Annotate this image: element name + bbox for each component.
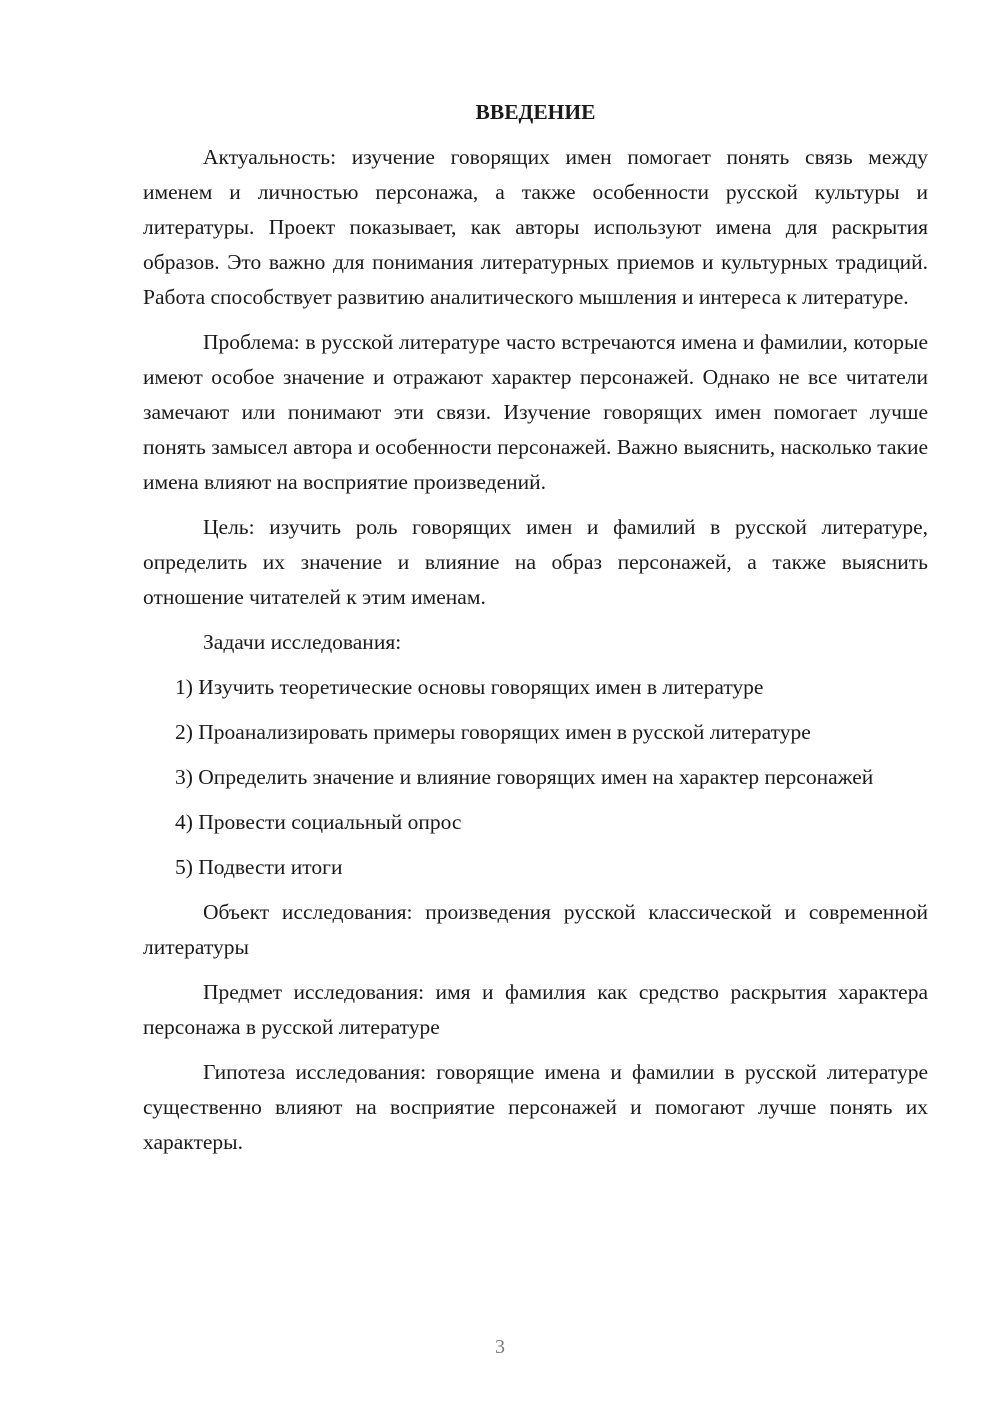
list-item: 3) Определить значение и влияние говорящих имен на характер персонажей <box>175 765 874 789</box>
paragraph-problem: Проблема: в русской литературе часто встречаются имена и фамилии, которые имеют особое значение и отражают характер персонажей. Однако не все читатели замечают или понимают эти связи. Изучение говорящих имен помогает лучше понять замысел автора и особенности персонажей. Важно выяснить, насколько такие имена влияют на восприятие произведений. <box>143 330 928 494</box>
paragraph-tasks-intro: Задачи исследования: <box>203 630 402 654</box>
page-number: 3 <box>495 1336 505 1358</box>
section-heading: ВВЕДЕНИЕ <box>475 100 596 124</box>
tasks-list <box>143 670 928 885</box>
list-item: 1) Изучить теоретические основы говорящих имен в литературе <box>175 675 764 699</box>
list-item: 2) Проанализировать примеры говорящих имен в русской литературе <box>175 720 811 744</box>
paragraph-relevance: Актуальность: изучение говорящих имен помогает понять связь между именем и личностью персонажа, а также особенности русской культуры и литературы. Проект показывает, как авторы используют имена для раскрытия образов. Это важно для понимания литературных приемов и культурных традиций. Работа способствует развитию аналитического мышления и интереса к литературе. <box>143 145 928 309</box>
paragraph-goal: Цель: изучить роль говорящих имен и фамилий в русской литературе, определить их значение и влияние на образ персонажей, а также выяснить отношение читателей к этим именам. <box>143 515 928 609</box>
paragraph-object: Объект исследования: произведения русской классической и современной литературы <box>143 900 928 959</box>
paragraph-hypothesis: Гипотеза исследования: говорящие имена и фамилии в русской литературе существенно влияют на восприятие персонажей и помогают лучше понять их характеры. <box>143 1060 928 1154</box>
paragraph-subject: Предмет исследования: имя и фамилия как средство раскрытия характера персонажа в русской литературе <box>143 980 928 1039</box>
list-item: 4) Провести социальный опрос <box>175 810 462 834</box>
page-content <box>143 95 928 1170</box>
list-item: 5) Подвести итоги <box>175 855 343 879</box>
